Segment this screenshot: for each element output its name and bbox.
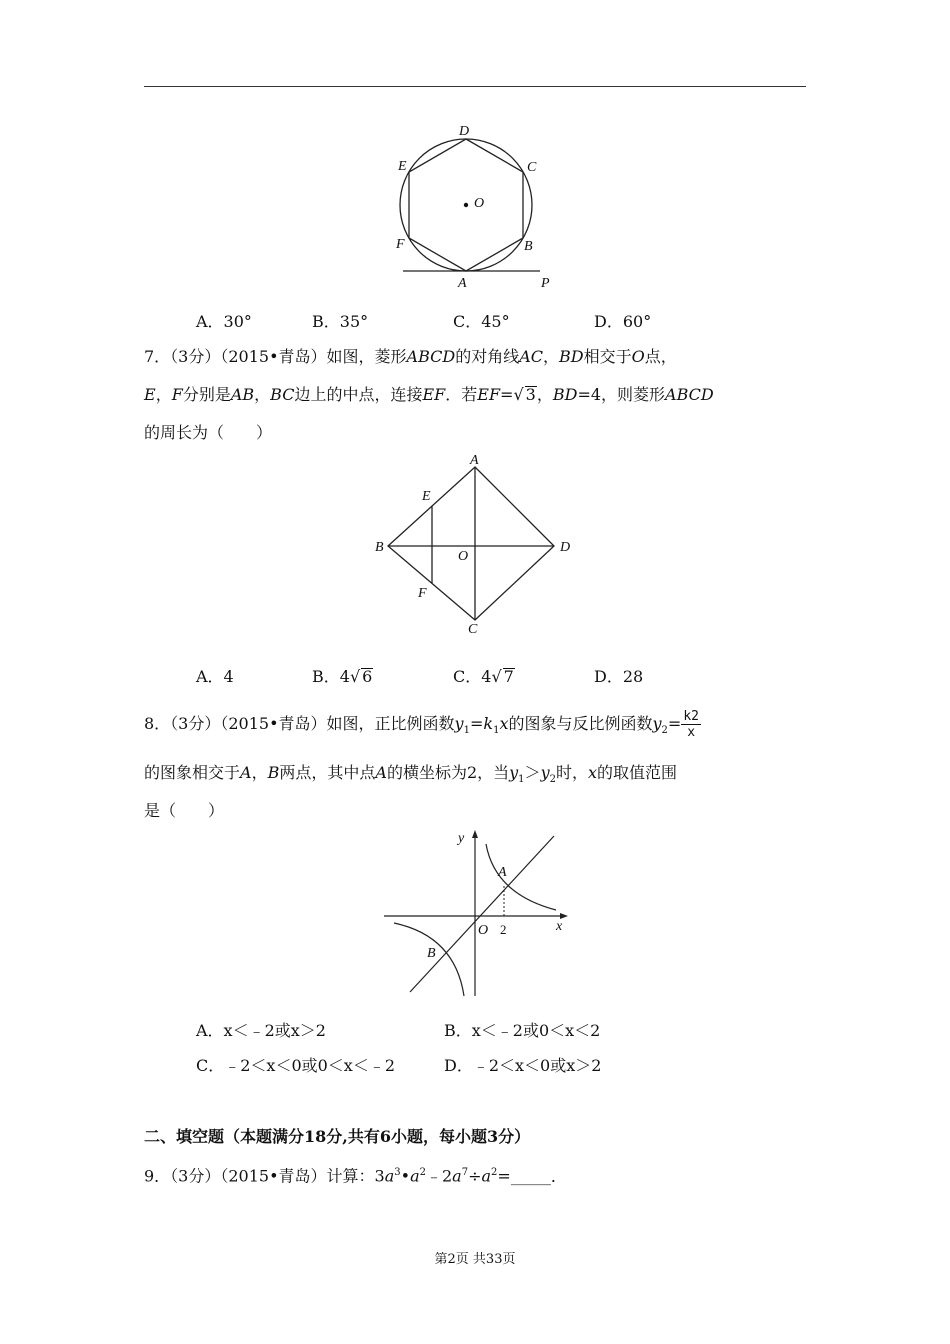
header-rule [144,86,806,87]
q8-figure [380,826,580,1001]
q7-label-c: C [468,622,478,637]
q8-option-a[interactable]: A．x＜﹣2或x＞2 [196,1021,326,1040]
q8-option-c[interactable]: C．﹣2＜x＜0或0＜x＜﹣2 [196,1056,396,1075]
q7-label-e: E [422,489,431,504]
q7-line-2: E，F分别是AB，BC边上的中点，连接EF．若EF=√ 3，BD=4，则菱形ABCD [144,385,714,404]
q8-y-arrow-icon [472,830,478,838]
q7-option-b[interactable]: B．4√ 6 [312,667,373,686]
q8-option-d[interactable]: D．﹣2＜x＜0或x＞2 [444,1056,602,1075]
q9-line: 9．（3分）（2015•青岛）计算：$3a^3•a^2﹣2a^7\div a^2=\_\_\_\_\_$． [144,1166,567,1186]
q7-line-3: 的周长为（ ） [144,423,273,442]
q8-label-b: B [427,946,436,961]
q8-label-o: O [478,923,489,938]
q8-proportional-line [410,836,554,992]
q6-label-o: O [474,196,485,211]
page-footer: 第2页 共33页 [434,1252,516,1267]
q7-label-o: O [458,549,469,564]
q6-center-dot [464,203,468,207]
q8-line-2: 的图象相交于A，B两点，其中点A的横坐标为2，当$y_1>y_2$时，x的取值范围 [144,763,678,786]
q8-label-x: x [556,919,563,934]
sqrt-icon: √ [513,385,524,404]
q6-option-c[interactable]: C．45° [453,312,510,331]
q6-label-a: A [458,276,467,291]
q7-option-c[interactable]: C．4√ 7 [453,667,514,686]
q8-line-3: 是（ ） [144,801,225,820]
q6-label-p: P [541,276,550,291]
q6-label-c: C [527,160,537,175]
q7-label-a: A [470,453,479,468]
q6-option-b[interactable]: B．35° [312,312,369,331]
sqrt-icon: √ [349,667,361,686]
q6-label-d: D [459,124,470,139]
section-heading: 二、填空题（本题满分18分,共有6小题，每小题3分） [144,1127,531,1146]
q8-fraction: $\frac{k2}{x}$ [683,709,699,740]
q7-label-b: B [375,540,384,555]
q6-option-d[interactable]: D．60° [594,312,652,331]
q6-option-a[interactable]: A．30° [196,312,252,331]
sqrt-icon: √ [491,667,502,686]
q8-label-a: A [498,865,507,880]
q6-label-b: B [524,239,533,254]
q6-figure [390,120,570,295]
q7-label-f: F [418,586,427,601]
q7-options [196,666,796,688]
q8-options [196,1020,796,1080]
q7-label-d: D [560,540,571,555]
q8-option-b[interactable]: B．x＜﹣2或0＜x＜2 [444,1021,601,1040]
q7-line-1: 7．（3分）（2015•青岛）如图，菱形ABCD的对角线AC，BD相交于O点， [144,347,677,366]
q8-label-y: y [458,831,465,846]
q6-label-e: E [398,159,407,174]
q6-label-f: F [396,237,405,252]
q7-figure [370,450,580,640]
q8-line-1: 8．（3分）（2015•青岛）如图，正比例函数$y_1=k_1x$的图象与反比例函数$y_2=$ $\frac{k2}{x}$ [144,709,699,740]
q8-hyperbola-branch-1 [486,844,556,910]
q6-options [196,311,796,333]
q7-option-d[interactable]: D．28 [594,667,644,686]
q7-option-a[interactable]: A．4 [196,667,234,686]
q7-rhombus [388,467,554,620]
q8-label-2: 2 [500,922,507,937]
